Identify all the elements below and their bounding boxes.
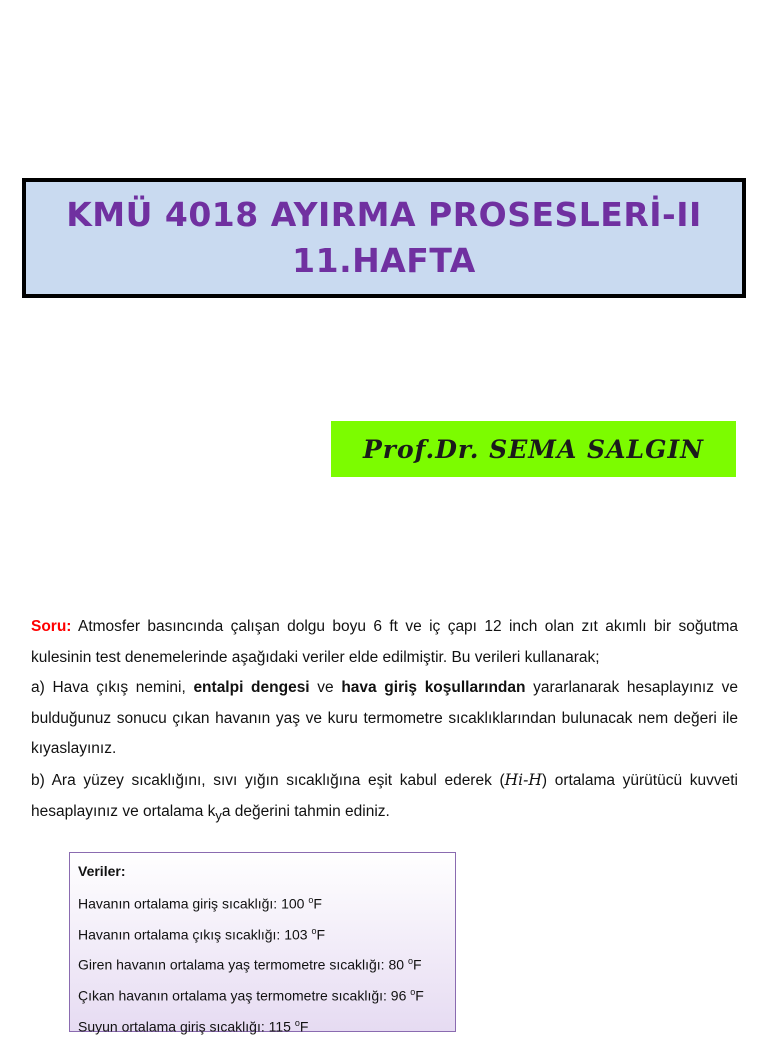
data-item: Havanın ortalama çıkış sıcaklığı: 103 $^o$F (78, 925, 326, 943)
data-item: Çıkan havanın ortalama yaş termometre sıcaklığı: 96 $^o$F (78, 986, 424, 1004)
question-section (31, 612, 738, 831)
part-a-text-1: a) Hava çıkış nemini, (31, 679, 194, 697)
title-box (22, 178, 746, 298)
author-box (331, 421, 736, 477)
question-label: Soru: (31, 618, 72, 635)
part-a-bold-2: hava giriş koşullarından (341, 679, 526, 697)
data-item: Havanın ortalama giriş sıcaklığı: 100 $^o$F (78, 895, 322, 912)
data-box (69, 852, 456, 1035)
part-a-text-3: yararlanarak hesaplayınız ve bulduğunuz sonucu çıkan havanın yaş ve kuru termometre sıcaklıklarından bulunacak nem değeri ile kıyaslayınız. (31, 679, 738, 758)
question-intro-text: Atmosfer basıncında çalışan dolgu boyu 6 ft ve iç çapı 12 inch olan zıt akımlı bir soğutma kulesinin test denemelerinde aşağıdaki veriler elde edilmiştir. Bu verileri kullanarak; (31, 618, 738, 666)
part-b-text-3: a değerini tahmin ediniz. (221, 802, 390, 820)
course-title: KMÜ 4018 AYIRMA PROSESLERİ-II (66, 195, 702, 234)
part-b-subscript: y (215, 807, 222, 823)
question-part-b (31, 765, 738, 831)
part-b-text-2: ) ortalama yürütücü kuvveti hesaplayınız ve ortalama k (31, 771, 738, 820)
question-part-a (31, 673, 738, 765)
part-b-formula: Hi-H (504, 770, 542, 789)
question-intro (31, 612, 738, 673)
author-name: Prof.Dr. SEMA SALGIN (363, 434, 704, 464)
part-b-text-1: b) Ara yüzey sıcaklığını, sıvı yığın sıcaklığına eşit kabul ederek ( (31, 771, 505, 789)
part-a-bold-1: entalpi dengesi (193, 679, 310, 697)
data-title: Veriler: (78, 863, 126, 879)
week-title: 11.HAFTA (292, 241, 476, 280)
data-item: Giren havanın ortalama yaş termometre sıcaklığı: 80 $^o$F (78, 956, 422, 973)
part-a-text-2: ve (309, 679, 342, 697)
data-item: Suyun ortalama giriş sıcaklığı: 115 $^o$F (78, 1017, 309, 1035)
